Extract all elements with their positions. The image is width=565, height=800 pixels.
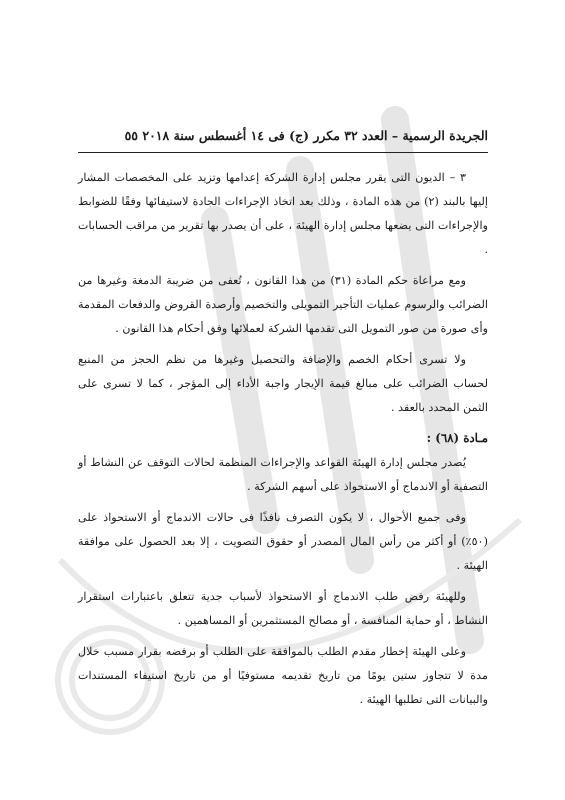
paragraph-withholding-exclusion: ولا تسرى أحكام الخصم والإضافة والتحصيل وغيرها من نظم الحجز من المنبع لحساب الضرائب على مبالغ قيمة الإيجار واجبة الأداء إلى المؤجر ، كما لا تسرى على الثمن المحدد بالعقد . — [78, 353, 488, 414]
paragraph-approval-requirement: وفى جميع الأحوال ، لا يكون التصرف نافذًا فى حالات الاندماج أو الاستحواذ على (٥٠٪) أو أكثر من رأس المال المصدر أو حقوق التصويت ، إلا بعد الحصول على موافقة الهيئة . — [78, 511, 488, 572]
paragraph-item-3: ٣ – الديون التى يقرر مجلس إدارة الشركة إعدامها وتزيد على المخصصات المشار إليها بالبند (٢) من هذه المادة ، وذلك بعد اتخاذ الإجراءات الجادة لاستيفائها وفقًا للضوابط والإجراءات التى يضعها مجلس إدارة الهيئة ، على أن يصدر بها تقرير من مراقب الحسابات . — [78, 171, 488, 256]
paragraph-notification-period: وعلى الهيئة إخطار مقدم الطلب بالموافقة على الطلب أو برفضه بقرار مسبب خلال مدة لا تتجاوز ستين يومًا من تاريخ تقديمه مستوفيًا أو من تاريخ استيفاء المستندات والبيانات التى تطلبها الهيئة . — [78, 645, 488, 706]
page-number: ٥٥ — [124, 128, 139, 143]
paragraph-rejection-grounds: وللهيئة رفض طلب الاندماج أو الاستحواذ لأسباب جدية تتعلق باعتبارات استقرار النشاط ، أو حماية المنافسة ، أو مصالح المستثمرين أو المساهمين . — [78, 590, 488, 627]
paragraph-stamp-duty-exemption: ومع مراعاة حكم المادة (٣١) من هذا القانون ، تُعفى من ضريبة الدمغة وغيرها من الضرائب والرسوم عمليات التأجير التمويلى والتخصيم وأرصدة القروض والدفعات المقدمة وأى صورة من صور التمويل التى تقدمها الشركة لعملائها وفق أحكام هذا القانون . — [78, 274, 488, 335]
page-header — [78, 128, 488, 153]
article-heading-68: مـادة (٦٨) : — [426, 431, 488, 445]
document-page — [78, 128, 488, 719]
paragraph-board-rules: يُصدر مجلس إدارة الهيئة القواعد والإجراءات المنظمة لحالات التوقف عن النشاط أو التصفية أو الاندماج أو الاستحواذ على أسهم الشركة . — [78, 456, 488, 493]
document-body — [78, 166, 488, 712]
header-title: الجريدة الرسمية – العدد ٣٢ مكرر (ج) فى ١٤ أغسطس سنة ٢٠١٨ — [142, 128, 488, 143]
